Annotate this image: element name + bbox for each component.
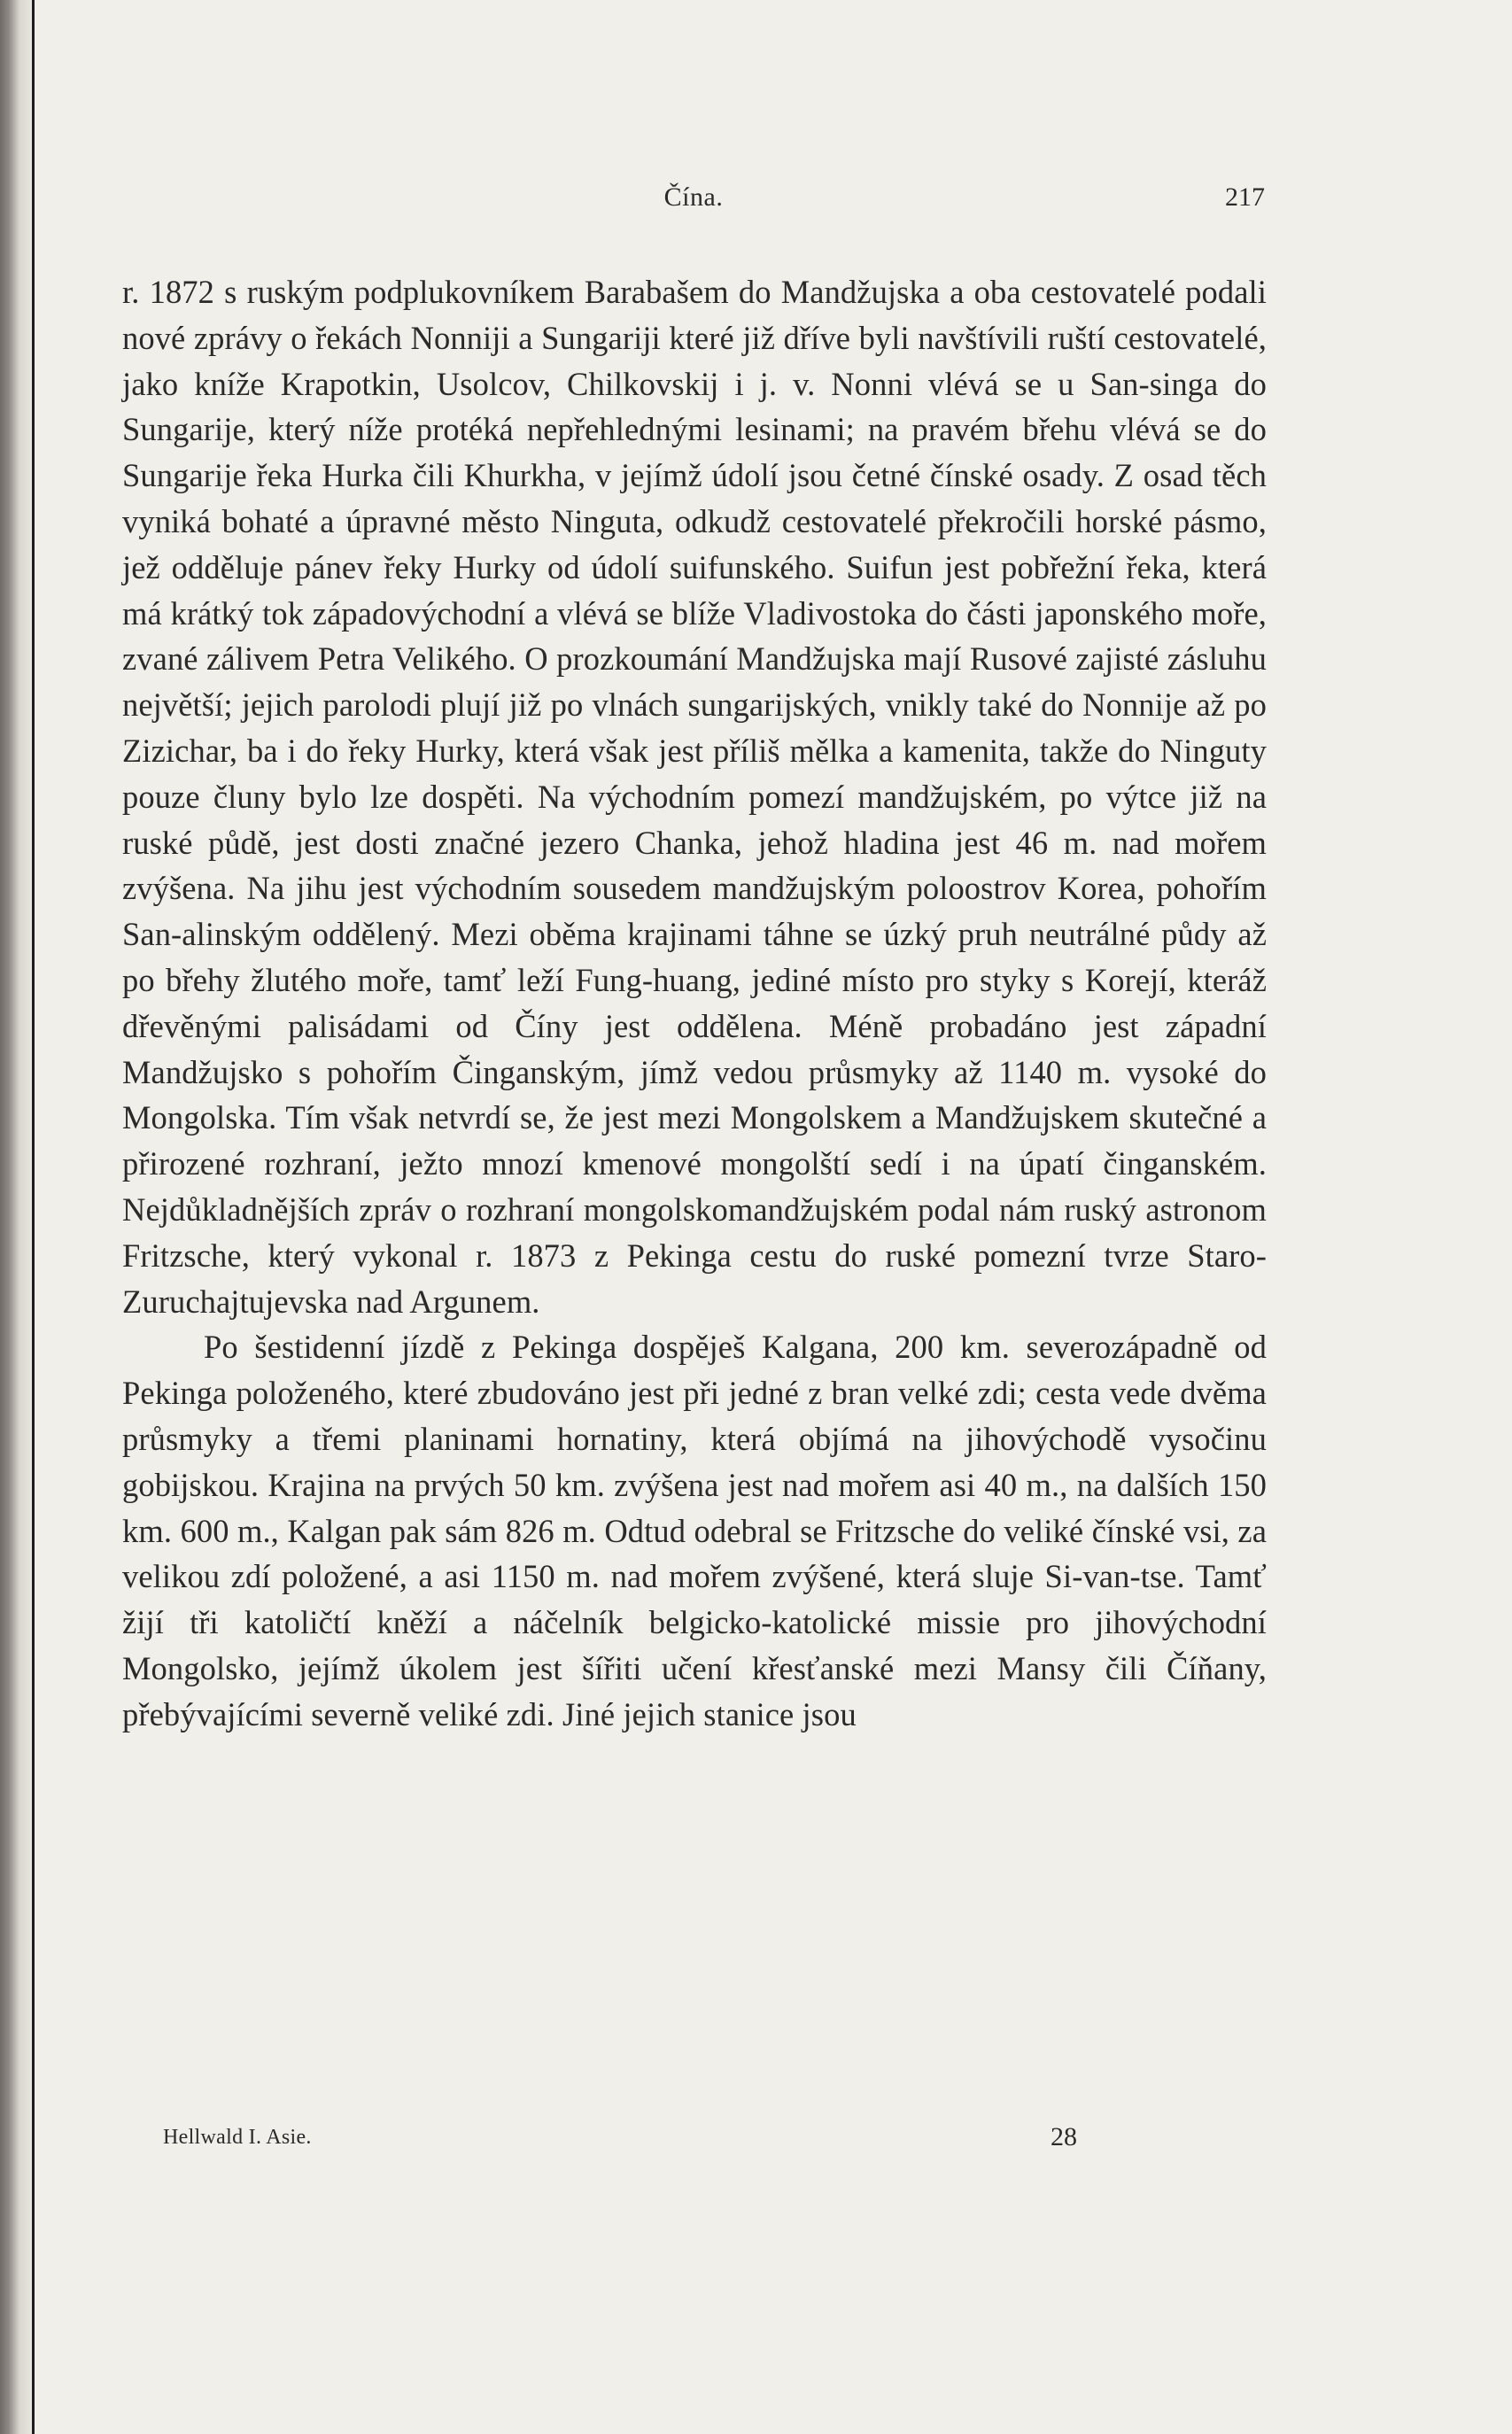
footer-signature: Hellwald I. Asie. [163,2126,312,2149]
paragraph: r. 1872 s ruským podplukovníkem Barabašem do Mandžujska a oba cestovatelé podali nové zprávy o řekách Nonniji a Sungariji které již dříve byli navštívili ruští cestovatelé, jako kníže Krapotkin, Usolcov, Chilkovskij i j. v. Nonni vlévá se u San-singa do Sungarije, který níže protéká nepřehlednými lesinami; na pravém břehu vlévá se do Sungarije řeka Hurka čili Khurkha, v jejímž údolí jsou četné čínské osady. Z osad těch vyniká bohaté a úpravné město Ninguta, odkudž cestovatelé překročili horské pásmo, jež odděluje pánev řeky Hurky od údolí suifunského. Suifun jest pobřežní řeka, která má krátký tok západovýchodní a vlévá se blíže Vladivostoka do části japonského moře, zvané zálivem Petra Velikého. O prozkoumání Mandžujska mají Rusové zajisté zásluhu největší; jejich parolodi plují již po vlnách sungarijských, vnikly také do Nonnije až po Zizichar, ba i do řeky Hurky, která však jest příliš mělka a kamenita, takže do Ninguty pouze čluny bylo lze dospěti. Na východním pomezí mandžujském, po výtce již na ruské půdě, jest dosti značné jezero Chanka, jehož hladina jest 46 m. nad mořem zvýšena. Na jihu jest východním sousedem mandžujským poloostrov Korea, pohořím San-alinským oddělený. Mezi oběma krajinami táhne se úzký pruh neutrálné půdy až po břehy žlutého moře, tamť leží Fung-huang, jediné místo pro styky s Korejí, kteráž dřevěnými palisádami od Číny jest oddělena. Méně probadáno jest západní Mandžujsko s pohořím Činganským, jímž vedou průsmyky až 1140 m. vysoké do Mongolska. Tím však netvrdí se, že jest mezi Mongolskem a Mandžujskem skutečné a přirozené rozhraní, ježto mnozí kmenové mongolští sedí i na úpatí činganském. Nejdůkladnějších zpráv o rozhraní mongolskomandžujském podal nám ruský astronom Fritzsche, který vykonal r. 1873 z Pekinga cestu do ruské pomezní tvrze Staro-Zuruchajtujevska nad Argunem. [122,274,1267,1320]
page-edge-line [32,0,35,2434]
paragraph: Po šestidenní jízdě z Pekinga dospěješ Kalgana, 200 km. severozápadně od Pekinga položeného, které zbudováno jest při jedné z bran velké zdi; cesta vede dvěma průsmyky a třemi planinami hornatiny, která objímá na jihovýchodě vysočinu gobijskou. Krajina na prvých 50 km. zvýšena jest nad mořem asi 40 m., na dalších 150 km. 600 m., Kalgan pak sám 826 m. Odtud odebral se Fritzsche do veliké čínské vsi, za velikou zdí položené, a asi 1150 m. nad mořem zvýšené, která sluje Si-van-tse. Tamť žijí tři katoličtí kněží a náčelník belgicko-katolické missie pro jihovýchodní Mongolsko, jejímž úkolem jest šířiti učení křesťanské mezi Mansy čili Číňany, přebývajícími severně veliké zdi. Jiné jejich stanice jsou [122,1329,1267,1732]
signature-mark: 28 [1051,2122,1077,2151]
body-text [122,269,1267,1738]
page-spine-shadow [0,0,32,2434]
page-number: 217 [1225,182,1265,212]
page-header [122,182,1265,214]
page-footer [163,2122,1077,2154]
running-head: Čína. [663,182,724,212]
